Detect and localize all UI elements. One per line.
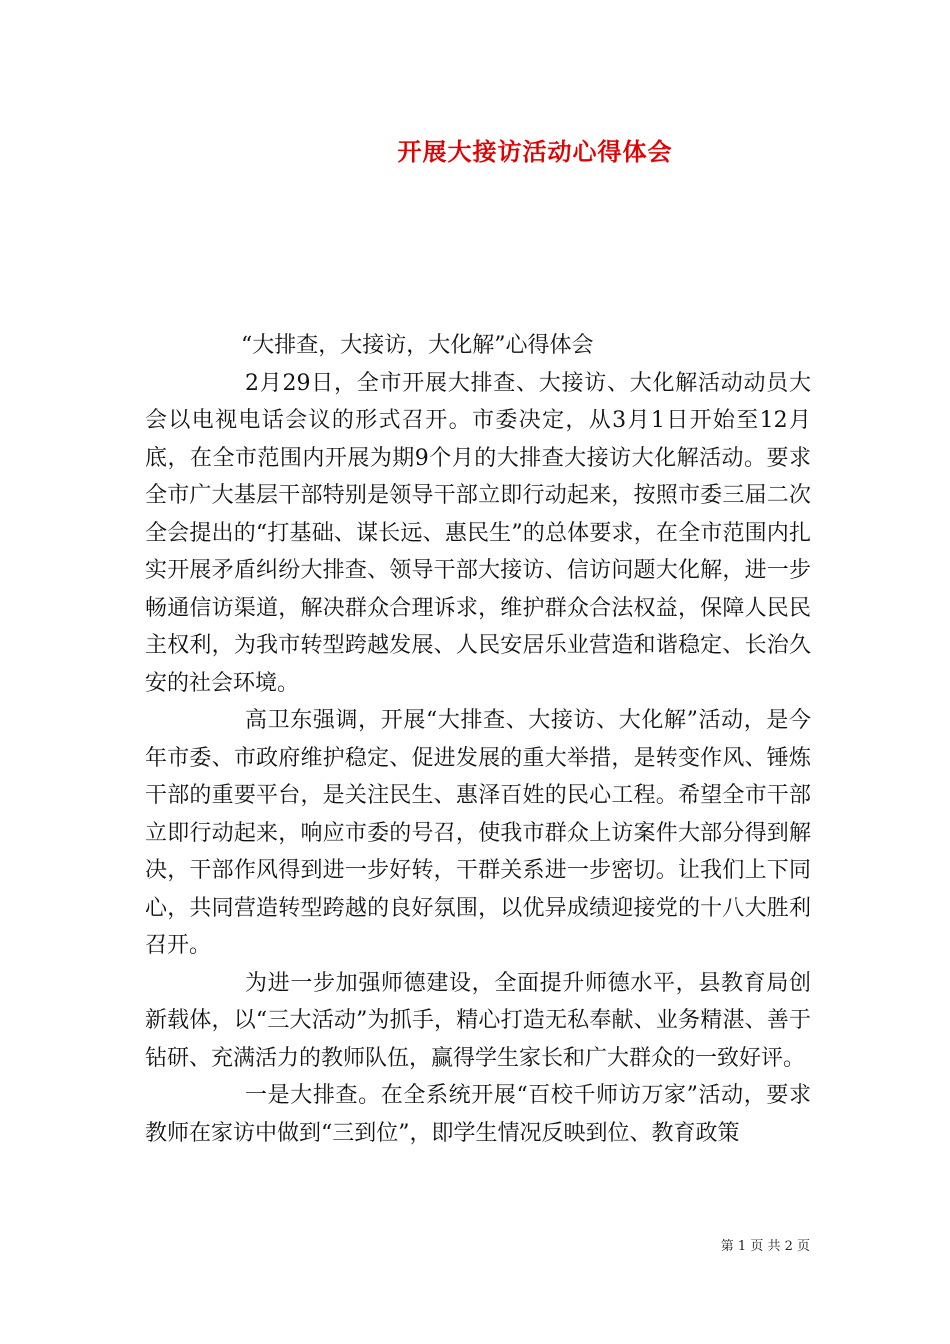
paragraph: 为进一步加强师德建设，全面提升师德水平，县教育局创新载体，以“三大活动”为抓手，精心打造无私奉献、业务精湛、善于钻研、充满活力的教师队伍，赢得学生家长和广大群众的一致好评。 <box>145 970 811 1071</box>
paragraph: 一是大排查。在全系统开展“百校千师访万家”活动，要求教师在家访中做到“三到位”，即学生情况反映到位、教育政策 <box>145 1083 811 1146</box>
paragraph: 2月29日，全市开展大排查、大接访、大化解活动动员大会以电视电话会议的形式召开。市委决定，从3月1日开始至12月底，在全市范围内开展为期9个月的大排查大接访大化解活动。要求全市广大基层干部特别是领导干部立即行动起来，按照市委三届二次全会提出的“打基础、谋长远、惠民生”的总体要求，在全市范围内扎实开展矛盾纠纷大排查、领导干部大接访、信访问题大化解，进一步畅通信访渠道，解决群众合理诉求，维护群众合法权益，保障人民民主权利，为我市转型跨越发展、人民安居乐业营造和谐稳定、长治久安的社会环境。 <box>145 370 811 696</box>
document-subtitle: “大排查，大接访，大化解”心得体会 <box>241 333 594 358</box>
paragraph: 高卫东强调，开展“大排查、大接访、大化解”活动，是今年市委、市政府维护稳定、促进发展的重大举措，是转变作风、锤炼干部的重要平台，是关注民生、惠泽百姓的民心工程。希望全市干部立即行动起来，响应市委的号召，使我市群众上访案件大部分得到解决，干部作风得到进一步好转，干群关系进一步密切。让我们上下同心，共同营造转型跨越的良好氛围，以优异成绩迎接党的十八大胜利召开。 <box>145 708 811 958</box>
page-number: 第 1 页 共 2 页 <box>720 1239 810 1254</box>
document-title: 开展大接访活动心得体会 <box>397 138 673 166</box>
document-body <box>145 327 811 1152</box>
